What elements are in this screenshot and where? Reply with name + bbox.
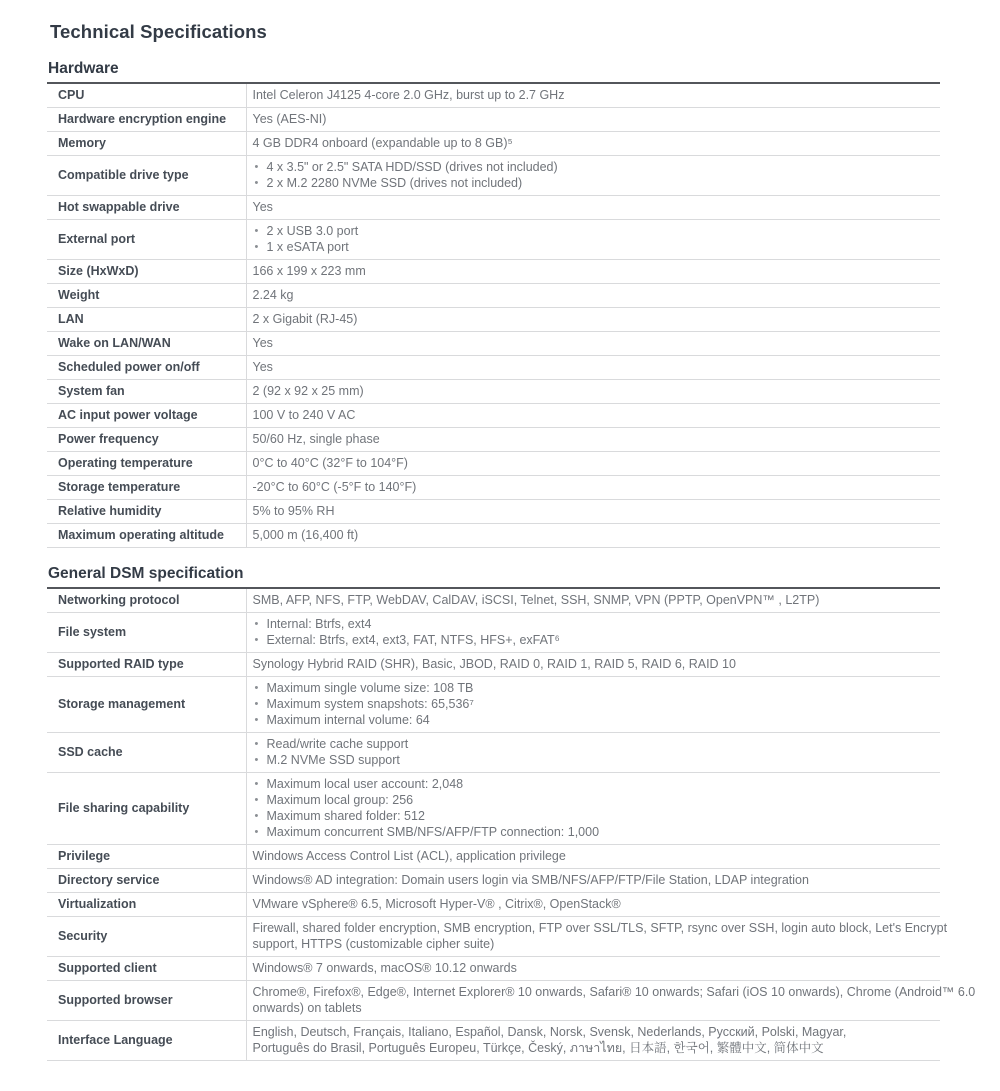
spec-label: Storage management [47, 677, 246, 733]
spec-value [246, 957, 940, 981]
spec-row [47, 677, 940, 733]
spec-sections [47, 59, 976, 1061]
bullet-list [253, 680, 933, 728]
spec-row [47, 773, 940, 845]
spec-row [47, 308, 940, 332]
bullet-item: • Maximum local group: 256 [253, 792, 933, 808]
bullet-item: • M.2 NVMe SSD support [253, 752, 933, 768]
spec-value [246, 869, 940, 893]
spec-label: Compatible drive type [47, 156, 246, 196]
spec-label: Weight [47, 284, 246, 308]
bullet-item: • Maximum shared folder: 512 [253, 808, 933, 824]
spec-value [246, 452, 940, 476]
value-line: 5,000 m (16,400 ft) [252, 528, 359, 542]
spec-value [246, 332, 940, 356]
bullet-item: • 4 x 3.5" or 2.5" SATA HDD/SSD (drives not included) [253, 159, 933, 175]
value-line: 4 GB DDR4 onboard (expandable up to 8 GB)⁵ [252, 136, 513, 150]
spec-row [47, 613, 940, 653]
spec-value [246, 380, 940, 404]
spec-value [246, 156, 940, 196]
spec-label: System fan [47, 380, 246, 404]
spec-value [246, 981, 976, 1021]
spec-row [47, 653, 940, 677]
spec-row [47, 589, 940, 613]
spec-row [47, 917, 940, 957]
spec-row [47, 1021, 940, 1061]
value-line: 2.24 kg [252, 288, 294, 302]
section-heading: Hardware [47, 59, 940, 84]
spec-value [246, 589, 940, 613]
spec-value [246, 220, 940, 260]
value-line: Windows® AD integration: Domain users login via SMB/NFS/AFP/FTP/File Station, LDAP integration [252, 873, 809, 887]
spec-row [47, 108, 940, 132]
bullet-item: • 2 x USB 3.0 port [253, 223, 933, 239]
spec-label: Size (HxWxD) [47, 260, 246, 284]
bullet-item: • Maximum single volume size: 108 TB [253, 680, 933, 696]
spec-label: Maximum operating altitude [47, 524, 246, 548]
spec-row [47, 893, 940, 917]
spec-label: Privilege [47, 845, 246, 869]
spec-row [47, 981, 940, 1021]
value-line: Synology Hybrid RAID (SHR), Basic, JBOD, RAID 0, RAID 1, RAID 5, RAID 6, RAID 10 [252, 657, 736, 671]
spec-label: External port [47, 220, 246, 260]
section-heading: General DSM specification [47, 564, 940, 589]
spec-value [246, 308, 940, 332]
bullet-item: • Read/write cache support [253, 736, 933, 752]
page-title: Technical Specifications [50, 21, 267, 42]
spec-row [47, 132, 940, 156]
value-line: 50/60 Hz, single phase [252, 432, 380, 446]
spec-label: Supported browser [47, 981, 246, 1021]
value-line: Intel Celeron J4125 4-core 2.0 GHz, burst up to 2.7 GHz [252, 88, 565, 102]
value-line: 2 (92 x 92 x 25 mm) [252, 384, 364, 398]
spec-value [246, 613, 940, 653]
spec-table [47, 589, 976, 1061]
value-line: Yes [252, 360, 273, 374]
spec-section [47, 564, 976, 1061]
spec-label: Interface Language [47, 1021, 246, 1061]
spec-row [47, 220, 940, 260]
spec-value [246, 653, 940, 677]
spec-row [47, 356, 940, 380]
value-line: SMB, AFP, NFS, FTP, WebDAV, CalDAV, iSCSI, Telnet, SSH, SNMP, VPN (PPTP, OpenVPN™ , L2TP) [252, 593, 820, 607]
spec-label: Memory [47, 132, 246, 156]
spec-section [47, 59, 940, 548]
spec-row [47, 452, 940, 476]
spec-label: Directory service [47, 869, 246, 893]
spec-label: AC input power voltage [47, 404, 246, 428]
spec-row [47, 156, 940, 196]
spec-row [47, 284, 940, 308]
bullet-item: • Internal: Btrfs, ext4 [253, 616, 933, 632]
value-line: Windows® 7 onwards, macOS® 10.12 onwards [252, 961, 517, 975]
value-line: Windows Access Control List (ACL), application privilege [252, 849, 566, 863]
spec-row [47, 500, 940, 524]
spec-value [246, 84, 940, 108]
spec-value [246, 524, 940, 548]
spec-label: Virtualization [47, 893, 246, 917]
value-line: support, HTTPS (customizable cipher suite) [252, 937, 495, 951]
value-line: -20°C to 60°C (-5°F to 140°F) [252, 480, 417, 494]
value-line: 166 x 199 x 223 mm [252, 264, 366, 278]
spec-label: File system [47, 613, 246, 653]
spec-value [246, 500, 940, 524]
spec-value [246, 677, 940, 733]
value-line: Yes [252, 200, 273, 214]
bullet-item: • Maximum local user account: 2,048 [253, 776, 933, 792]
spec-value [246, 356, 940, 380]
spec-row [47, 733, 940, 773]
spec-label: Storage temperature [47, 476, 246, 500]
spec-row [47, 380, 940, 404]
spec-value [246, 108, 940, 132]
spec-label: Power frequency [47, 428, 246, 452]
spec-label: Scheduled power on/off [47, 356, 246, 380]
spec-row [47, 332, 940, 356]
bullet-item: • Maximum internal volume: 64 [253, 712, 933, 728]
spec-value [246, 284, 940, 308]
bullet-item: • 2 x M.2 2280 NVMe SSD (drives not included) [253, 175, 933, 191]
bullet-item: • External: Btrfs, ext4, ext3, FAT, NTFS, HFS+, exFAT⁶ [253, 632, 933, 648]
spec-label: LAN [47, 308, 246, 332]
spec-label: Supported client [47, 957, 246, 981]
spec-row [47, 260, 940, 284]
value-line: Firewall, shared folder encryption, SMB encryption, FTP over SSL/TLS, SFTP, rsync over SSH, login auto block, Let's Encrypt [252, 921, 948, 935]
spec-value [246, 476, 940, 500]
spec-label: Wake on LAN/WAN [47, 332, 246, 356]
spec-value [246, 196, 940, 220]
spec-value [246, 132, 940, 156]
spec-row [47, 84, 940, 108]
spec-value [246, 845, 940, 869]
spec-value [246, 428, 940, 452]
spec-row [47, 524, 940, 548]
spec-table [47, 84, 940, 548]
spec-label: Operating temperature [47, 452, 246, 476]
bullet-list [253, 776, 933, 840]
spec-document [47, 0, 976, 1061]
spec-value [246, 1021, 940, 1061]
spec-value [246, 733, 940, 773]
spec-label: Hardware encryption engine [47, 108, 246, 132]
spec-row [47, 957, 940, 981]
spec-value [246, 917, 948, 957]
spec-value [246, 893, 940, 917]
spec-row [47, 845, 940, 869]
spec-label: Supported RAID type [47, 653, 246, 677]
spec-label: Security [47, 917, 246, 957]
bullet-list [253, 159, 933, 191]
value-line: Português do Brasil, Português Europeu, Türkçe, Český, ภาษาไทย, 日本語, 한국어, 繁體中文, 简体中文 [252, 1041, 824, 1055]
spec-label: SSD cache [47, 733, 246, 773]
spec-label: Networking protocol [47, 589, 246, 613]
value-line: onwards) on tablets [252, 1001, 362, 1015]
spec-label: Relative humidity [47, 500, 246, 524]
spec-row [47, 476, 940, 500]
spec-row [47, 428, 940, 452]
value-line: Yes [252, 336, 273, 350]
bullet-item: • Maximum concurrent SMB/NFS/AFP/FTP connection: 1,000 [253, 824, 933, 840]
spec-row [47, 404, 940, 428]
spec-value [246, 404, 940, 428]
value-line: Yes (AES-NI) [252, 112, 327, 126]
spec-row [47, 869, 940, 893]
bullet-list [253, 736, 933, 768]
value-line: 0°C to 40°C (32°F to 104°F) [252, 456, 408, 470]
spec-label: File sharing capability [47, 773, 246, 845]
value-line: Chrome®, Firefox®, Edge®, Internet Explorer® 10 onwards, Safari® 10 onwards; Safari (iOS 10 onwards), Chrome (Android™ 6.0 [252, 985, 976, 999]
bullet-list [253, 616, 933, 648]
spec-label: Hot swappable drive [47, 196, 246, 220]
bullet-item: • 1 x eSATA port [253, 239, 933, 255]
spec-value [246, 260, 940, 284]
spec-label: CPU [47, 84, 246, 108]
value-line: English, Deutsch, Français, Italiano, Español, Dansk, Norsk, Svensk, Nederlands, Русский, Polski, Magyar, [252, 1025, 847, 1039]
spec-value [246, 773, 940, 845]
value-line: 100 V to 240 V AC [252, 408, 356, 422]
bullet-list [253, 223, 933, 255]
value-line: VMware vSphere® 6.5, Microsoft Hyper-V® , Citrix®, OpenStack® [252, 897, 621, 911]
spec-row [47, 196, 940, 220]
value-line: 5% to 95% RH [252, 504, 335, 518]
bullet-item: • Maximum system snapshots: 65,536⁷ [253, 696, 933, 712]
value-line: 2 x Gigabit (RJ-45) [252, 312, 358, 326]
